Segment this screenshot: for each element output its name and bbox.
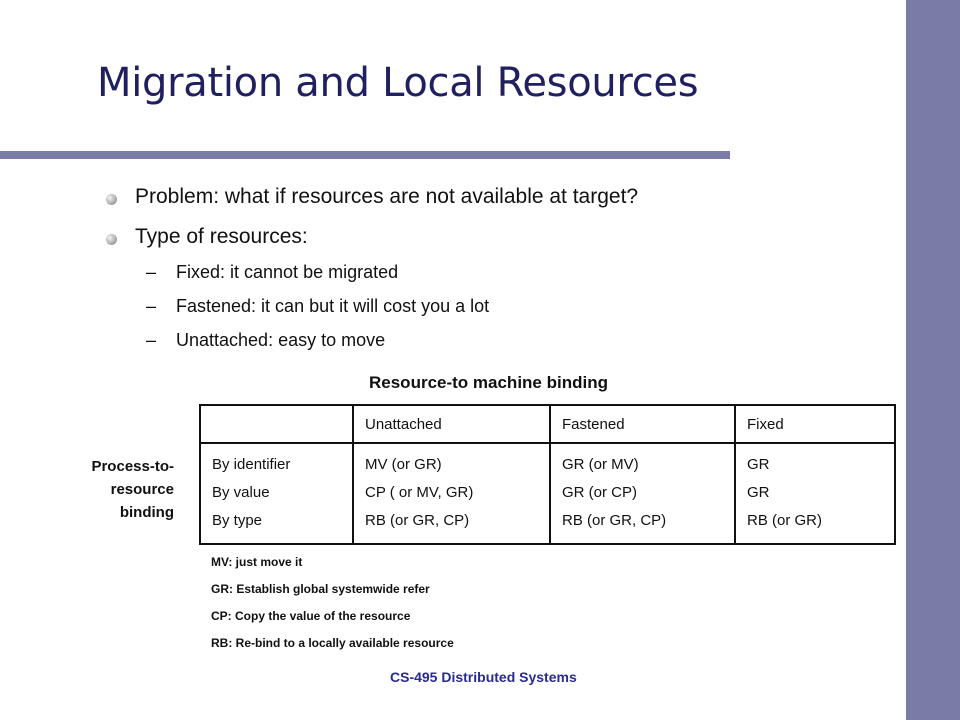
bullet-dot-icon: [106, 234, 117, 245]
row-header-line: Process-to-: [91, 458, 174, 475]
sub-item-text: Fastened: it can but it will cost you a lot: [176, 296, 490, 316]
sub-item-dash: –: [146, 262, 157, 282]
cell-line: RB (or GR, CP): [365, 512, 470, 529]
bullet-text: Type of resources:: [135, 225, 308, 248]
header-cell-fastened: Fastened: [550, 405, 735, 443]
side-accent-bar: [906, 0, 960, 720]
legend-item: RB: Re-bind to a locally available resource: [211, 636, 454, 650]
title-underline: [0, 151, 730, 159]
legend-item: MV: just move it: [211, 555, 303, 569]
cell-line: By value: [212, 484, 270, 501]
sub-item-dash: –: [146, 330, 157, 350]
cell-line: GR: [747, 484, 770, 501]
sub-item-text: Fixed: it cannot be migrated: [176, 262, 399, 282]
bullet-dot-icon: [106, 194, 117, 205]
cell-line: MV (or GR): [365, 456, 442, 473]
cell-line: By identifier: [212, 456, 291, 473]
table-cell-unattached: [353, 443, 550, 544]
cell-line: GR (or MV): [562, 456, 639, 473]
table-header-row: [200, 405, 895, 443]
sub-item-text: Unattached: easy to move: [176, 330, 386, 350]
table-cell-fixed: [735, 443, 895, 544]
header-cell-unattached: Unattached: [353, 405, 550, 443]
legend-item: CP: Copy the value of the resource: [211, 609, 411, 623]
table-cell-fastened: [550, 443, 735, 544]
row-header-line: resource: [110, 481, 174, 498]
cell-line: GR (or CP): [562, 484, 637, 501]
row-header-line: binding: [119, 504, 174, 521]
cell-line: GR: [747, 456, 770, 473]
slide-title: Migration and Local Resources: [97, 60, 699, 106]
table-cell-binding-types: [200, 443, 353, 544]
cell-line: RB (or GR): [747, 512, 822, 529]
binding-table: [199, 404, 896, 545]
legend-item: GR: Establish global systemwide refer: [211, 582, 430, 596]
bullet-text: Problem: what if resources are not available at target?: [135, 185, 639, 208]
cell-line: By type: [212, 512, 263, 529]
header-cell-empty: [200, 405, 353, 443]
abbreviation-legend: [211, 553, 454, 661]
slide-footer: CS-495 Distributed Systems: [390, 669, 577, 685]
row-header-label: [40, 455, 174, 524]
table-caption: Resource-to machine binding: [369, 373, 608, 392]
header-cell-fixed: Fixed: [735, 405, 895, 443]
table-row: [200, 443, 895, 544]
cell-line: RB (or GR, CP): [562, 512, 667, 529]
sub-item-dash: –: [146, 296, 157, 316]
cell-line: CP ( or MV, GR): [365, 484, 474, 501]
